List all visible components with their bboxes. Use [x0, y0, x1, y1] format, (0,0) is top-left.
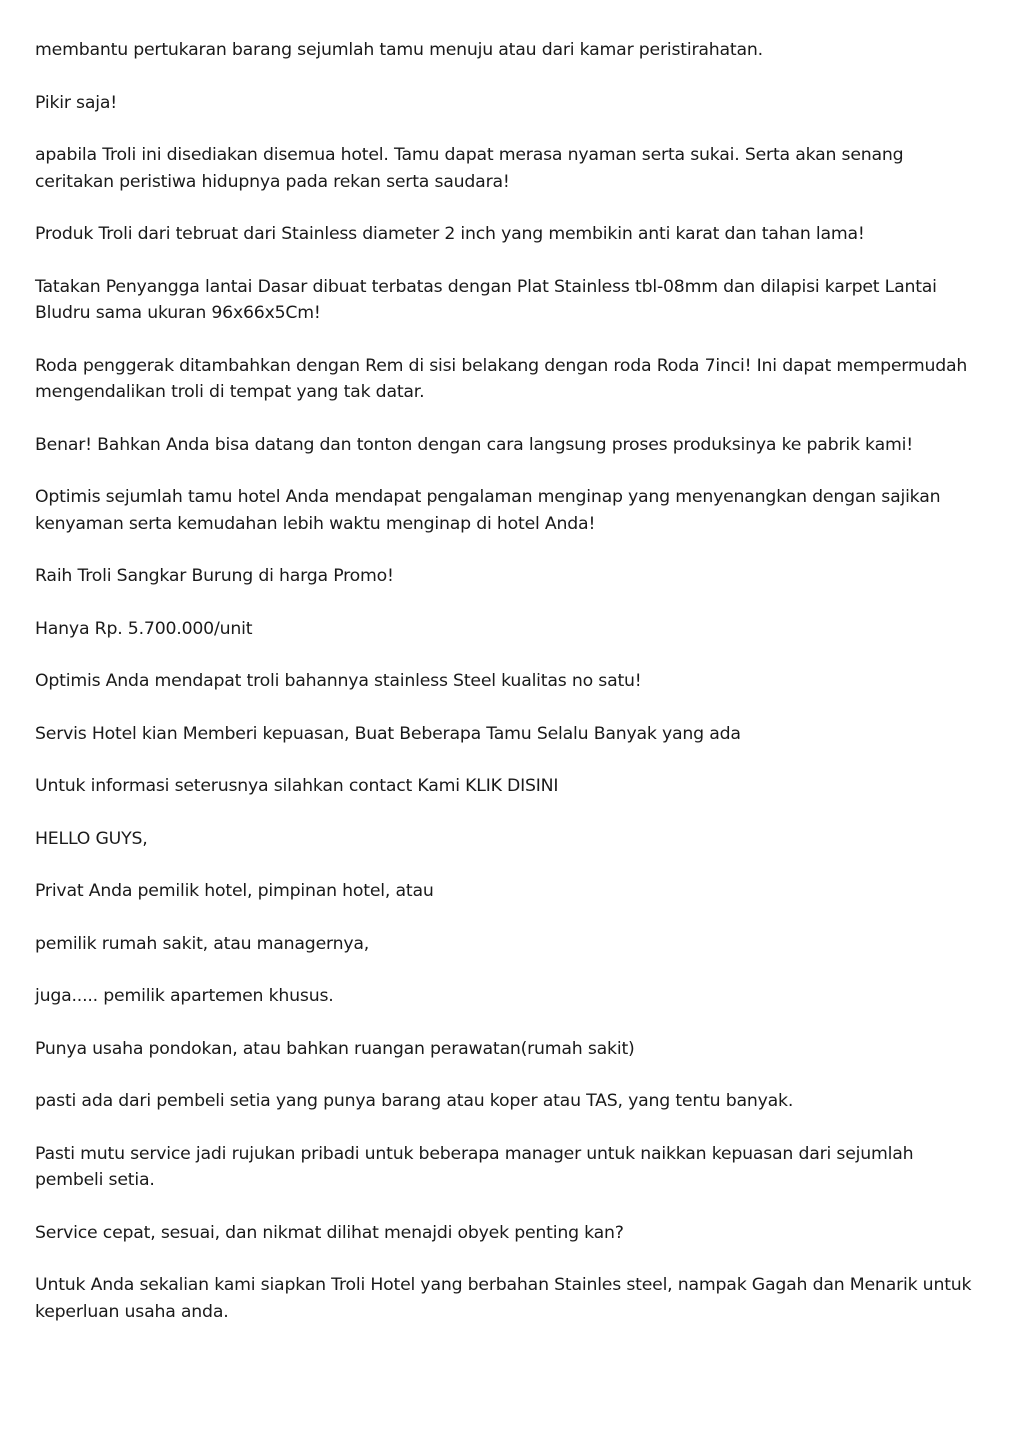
paragraph-service-cepat: Service cepat, sesuai, dan nikmat dilihat menajdi obyek penting kan? — [35, 1222, 624, 1243]
paragraph-contact: Untuk informasi seterusnya silahkan contact Kami KLIK DISINI — [35, 776, 559, 796]
paragraph-benar: Benar! Bahkan Anda bisa datang dan tonton dengan cara langsung proses produksinya ke pabrik kami! — [35, 434, 913, 455]
paragraph-troli-hotel: apabila Troli ini disediakan disemua hotel. Tamu dapat merasa nyaman serta sukai. Serta akan senang ceritakan peristiwa hidupnya pada rekan serta saudara! — [35, 145, 904, 192]
document-body — [35, 37, 985, 1351]
paragraph-kualitas: Optimis Anda mendapat troli bahannya stainless Steel kualitas no satu! — [35, 671, 642, 691]
paragraph-apartemen: juga..... pemilik apartemen khusus. — [35, 986, 334, 1006]
paragraph-servis: Servis Hotel kian Memberi kepuasan, Buat Beberapa Tamu Selalu Banyak yang ada — [35, 723, 741, 744]
paragraph-produk: Produk Troli dari tebruat dari Stainless diameter 2 inch yang membikin anti karat dan tahan lama! — [35, 224, 865, 244]
paragraph-tatakan: Tatakan Penyangga lantai Dasar dibuat terbatas dengan Plat Stainless tbl-08mm dan dilapisi karpet Lantai Bludru sama ukuran 96x66x5Cm! — [35, 276, 937, 323]
paragraph-pemilik-hotel: Privat Anda pemilik hotel, pimpinan hotel, atau — [35, 881, 434, 901]
paragraph-pondokan: Punya usaha pondokan, atau bahkan ruangan perawatan(rumah sakit) — [35, 1038, 635, 1059]
paragraph-promo: Raih Troli Sangkar Burung di harga Promo! — [35, 566, 394, 586]
paragraph-pikir: Pikir saja! — [35, 92, 117, 113]
paragraph-intro: membantu pertukaran barang sejumlah tamu menuju atau dari kamar peristirahatan. — [35, 40, 763, 60]
paragraph-roda: Roda penggerak ditambahkan dengan Rem di sisi belakang dengan roda Roda 7inci! Ini dapat mempermudah mengendalikan troli di tempat yang tak datar. — [35, 355, 968, 402]
paragraph-mutu: Pasti mutu service jadi rujukan pribadi untuk beberapa manager untuk naikkan kepuasan dari sejumlah pembeli setia. — [35, 1143, 914, 1190]
paragraph-koper: pasti ada dari pembeli setia yang punya barang atau koper atau TAS, yang tentu banyak. — [35, 1091, 794, 1111]
paragraph-hello: HELLO GUYS, — [35, 828, 148, 849]
paragraph-optimis-tamu: Optimis sejumlah tamu hotel Anda mendapat pengalaman menginap yang menyenangkan dengan sajikan kenyaman serta kemudahan lebih waktu menginap di hotel Anda! — [35, 487, 941, 534]
paragraph-closing: Untuk Anda sekalian kami siapkan Troli Hotel yang berbahan Stainles steel, nampak Gagah dan Menarik untuk keperluan usaha anda. — [35, 1275, 972, 1322]
paragraph-price: Hanya Rp. 5.700.000/unit — [35, 618, 253, 639]
paragraph-rumah-sakit: pemilik rumah sakit, atau managernya, — [35, 933, 370, 954]
